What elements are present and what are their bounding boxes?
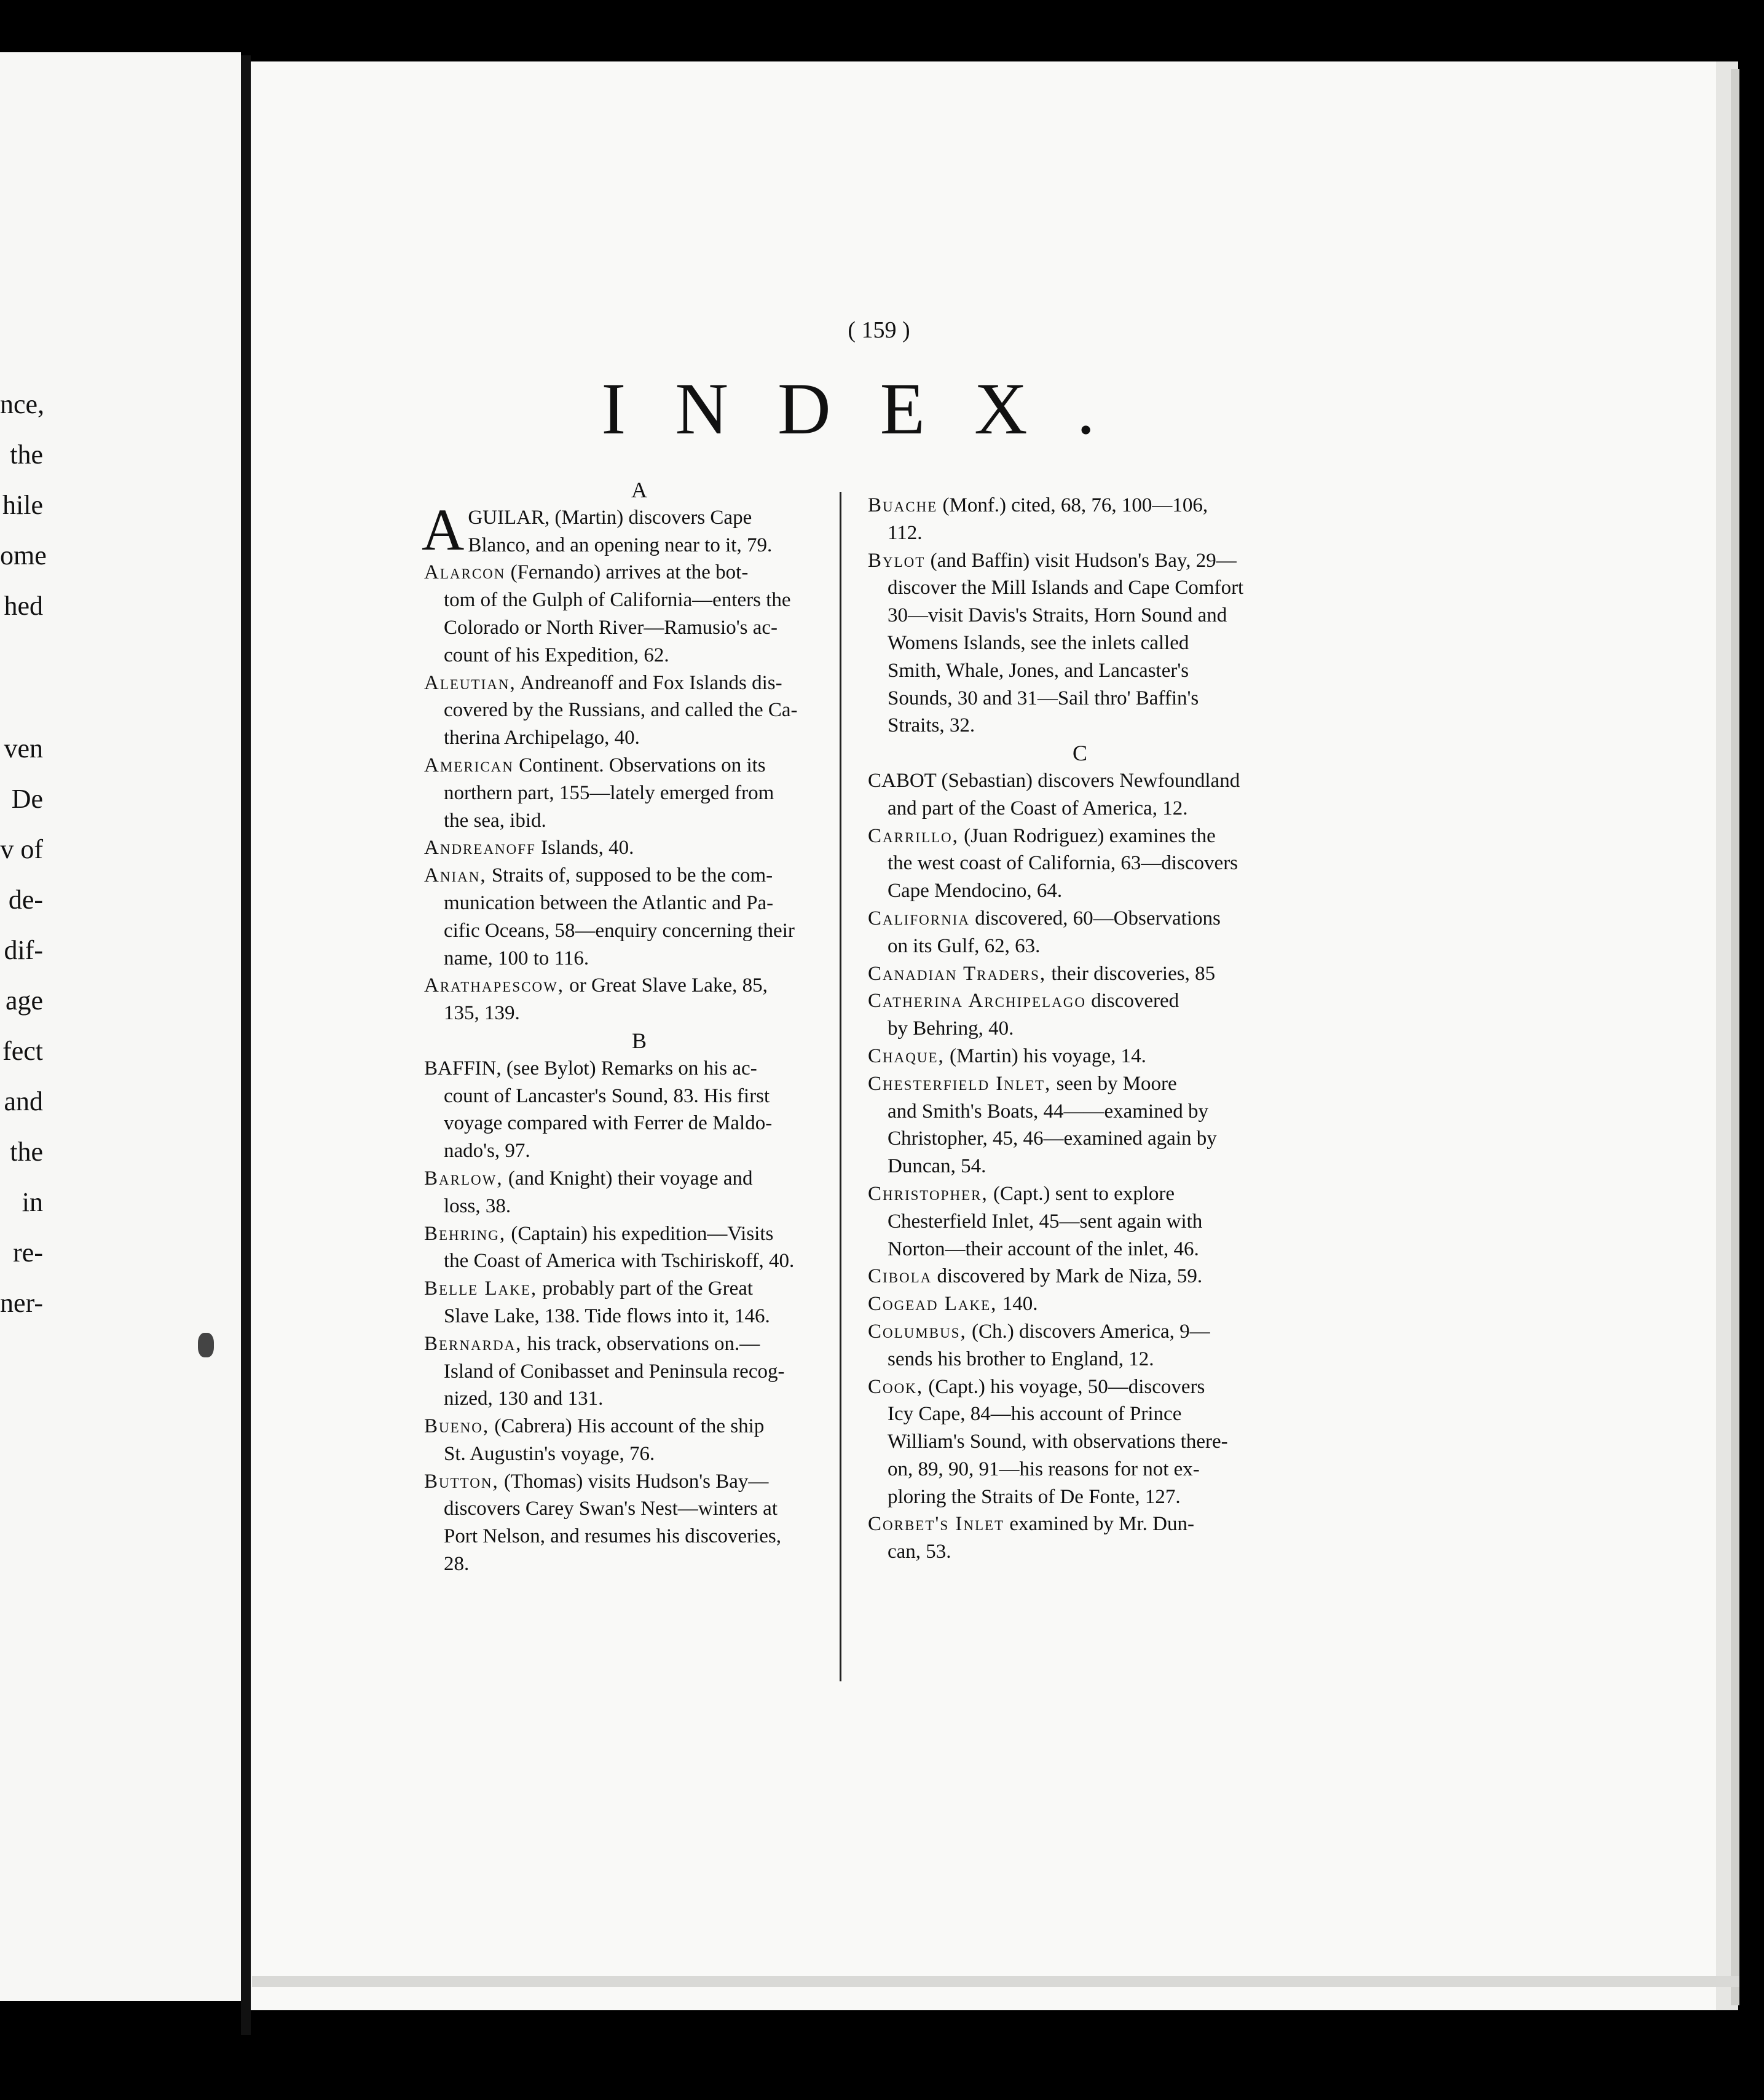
entry-line: can, 53. [888,1541,951,1563]
entry-line: name, 100 to 116. [444,947,589,969]
index-entry-belle-lake [424,1275,854,1330]
entry-line: Chesterfield Inlet, 45—sent again with [888,1210,1203,1233]
entry-line: therina Archipelago, 40. [444,727,640,749]
entry-text: (Monf.) cited, 68, 76, 100—106, [937,494,1208,516]
index-entry-cibola [868,1263,1292,1290]
entry-headword: Button, [424,1470,499,1493]
entry-text: (and Baffin) visit Hudson's Bay, 29— [925,549,1237,572]
entry-text: discovered, 60—Observations [969,907,1221,930]
entry-text: seen by Moore [1051,1072,1177,1095]
entry-line: tom of the Gulph of California—enters the [444,589,791,612]
entry-line: northern part, 155—lately emerged from [444,781,774,804]
entry-headword: Arathapescow, [424,974,565,997]
entry-line: 135, 139. [444,1002,520,1025]
entry-headword: Bylot [868,549,926,572]
entry-text: Straits of, supposed to be the com- [486,864,773,887]
entry-line: William's Sound, with observations there- [888,1431,1228,1453]
entry-headword: Corbet's Inlet [868,1513,1005,1536]
entry-headword: Anian, [424,864,487,887]
left-page-fragment: and [4,1086,43,1116]
entry-line: discover the Mill Islands and Cape Comfort [888,577,1244,599]
entry-text: Islands, 40. [535,837,634,859]
entry-headword: Alarcon [424,561,506,584]
entry-text: (and Knight) their voyage and [503,1167,753,1190]
entry-text: Andreanoff and Fox Islands dis- [516,671,782,694]
entry-text: (Cabrera) His account of the ship [489,1415,765,1438]
entry-line: Colorado or North River—Ramusio's ac- [444,616,778,639]
entry-headword: Behring, [424,1222,506,1245]
index-entry-bueno [424,1413,854,1468]
entry-line: Straits, 32. [888,714,975,737]
left-page-fragment: hile [2,490,43,520]
entry-line: loss, 38. [444,1194,511,1217]
index-entry-california [868,905,1292,960]
index-entry-american [424,752,854,834]
entry-headword: Chaque, [868,1044,945,1067]
index-entry-aguilar [422,496,854,562]
entry-headword: Aleutian, [424,671,516,694]
entry-text: (Capt.) his voyage, 50—discovers [923,1375,1205,1398]
entry-headword: California [868,907,970,930]
page-number: ( 159 ) [848,317,910,343]
index-entry-arathapescow [424,972,854,1027]
entry-text: Continent. Observations on its [513,754,766,776]
entry-text: their discoveries, 85 [1046,962,1216,985]
left-page-fragment: dif- [4,935,43,965]
left-page-fragment: nce, [0,389,45,419]
index-entry-carrillo [868,823,1292,905]
entry-line: Blanco, and an opening near to it, 79. [468,534,773,556]
entry-line: St. Augustin's voyage, 76. [444,1442,655,1465]
index-entry-cabot [868,767,1292,823]
page-bottom-edge [252,1976,1739,1987]
entry-headword: Catherina Archipelago [868,990,1086,1012]
index-entry-catherina [868,987,1292,1043]
left-page-fragment: ven [4,733,43,764]
index-entry-anian [424,862,854,972]
entry-text: (Captain) his expedition—Visits [506,1222,774,1245]
entry-line: Slave Lake, 138. Tide flows into it, 146. [444,1305,770,1327]
index-entry-button [424,1468,854,1578]
entry-text: or Great Slave Lake, 85, [564,974,768,997]
entry-line: Christopher, 45, 46—examined again by [888,1127,1217,1150]
entry-line: Island of Conibasset and Peninsula recog- [444,1360,785,1383]
index-column-left [424,476,854,1578]
drop-cap: A [422,496,465,562]
left-page-fragment: the [10,1137,43,1167]
index-entry-columbus [868,1318,1292,1373]
section-heading-a: A [631,478,647,502]
left-page-fragment: ner- [0,1288,43,1318]
section-heading-c: C [1072,741,1087,766]
entry-line: count of Lancaster's Sound, 83. His first [444,1084,770,1107]
left-page-fragment: hed [4,591,43,621]
entry-line: by Behring, 40. [888,1017,1014,1040]
left-page-fragment: in [22,1187,43,1217]
entry-text: (Thomas) visits Hudson's Bay— [498,1470,769,1493]
entry-headword: Bueno, [424,1415,490,1438]
entry-line: Womens Islands, see the inlets called [888,631,1189,654]
entry-line: CABOT (Sebastian) discovers Newfoundland [868,769,1240,792]
index-entry-canadian-traders [868,960,1292,988]
left-page-fragment: the [10,440,43,470]
ink-blot [198,1333,214,1357]
entry-headword: Belle Lake, [424,1277,538,1300]
index-entry-baffin [424,1055,854,1165]
left-page-fragment: fect [2,1036,43,1066]
left-page-fragment: v of [0,834,43,864]
index-entry-aleutian [424,669,854,752]
entry-line: and part of the Coast of America, 12. [888,797,1188,819]
entry-line: count of his Expedition, 62. [444,644,669,666]
index-entry-barlow [424,1165,854,1220]
index-entry-cook [868,1373,1292,1511]
index-entry-andreanoff [424,834,854,862]
entry-text: (Fernando) arrives at the bot- [505,561,749,584]
index-entry-chaque [868,1043,1292,1070]
entry-headword: Christopher, [868,1182,988,1205]
entry-headword: Andreanoff [424,837,536,859]
index-entry-alarcon [424,559,854,669]
entry-headword: Cogead Lake, [868,1293,998,1316]
page-title: INDEX. [601,368,1144,449]
entry-headword: Barlow, [424,1167,503,1190]
index-entry-cogead-lake [868,1290,1292,1318]
book-gutter [241,55,251,2035]
entry-line: Norton—their account of the inlet, 46. [888,1238,1199,1260]
section-heading-b: B [631,1028,647,1053]
left-page-fragment: ome [0,540,47,570]
entry-line: Cape Mendocino, 64. [888,880,1063,902]
left-page-fragment: De [11,784,43,814]
entry-text: discovered by Mark de Niza, 59. [932,1265,1203,1288]
entry-line: discovers Carey Swan's Nest—winters at [444,1498,778,1520]
entry-text: examined by Mr. Dun- [1004,1513,1194,1536]
entry-line: on, 89, 90, 91—his reasons for not ex- [888,1458,1200,1480]
entry-headword: Cibola [868,1265,932,1288]
left-facing-page [0,52,241,2001]
page-edge [1731,69,1739,2005]
entry-text: (Ch.) discovers America, 9— [966,1320,1210,1343]
entry-line: and Smith's Boats, 44——examined by [888,1100,1208,1123]
entry-text: (Martin) his voyage, 14. [944,1044,1146,1067]
entry-headword: Buache [868,494,938,516]
entry-line: 30—visit Davis's Straits, Horn Sound and [888,604,1227,627]
entry-text: 140. [997,1293,1038,1316]
entry-line: 112. [888,521,923,544]
entry-line: Sounds, 30 and 31—Sail thro' Baffin's [888,687,1199,709]
entry-line: the west coast of California, 63—discovers [888,852,1238,875]
index-entry-buache [868,492,1292,547]
left-page-fragment: de- [8,885,43,915]
entry-text: (Capt.) sent to explore [988,1182,1175,1205]
entry-line: GUILAR, (Martin) discovers Cape [468,506,752,529]
entry-line: ploring the Straits of De Fonte, 127. [888,1485,1181,1508]
entry-headword: Canadian Traders, [868,962,1047,985]
entry-headword: Carrillo, [868,824,959,847]
entry-line: BAFFIN, (see Bylot) Remarks on his ac- [424,1057,757,1080]
index-entry-bernarda [424,1330,854,1413]
index-column-right [868,492,1292,1566]
entry-line: cific Oceans, 58—enquiry concerning their [444,919,795,942]
entry-headword: Cook, [868,1375,924,1398]
entry-headword: Bernarda, [424,1332,522,1355]
entry-headword: Columbus, [868,1320,967,1343]
left-page-fragment: re- [13,1238,43,1268]
entry-line: the sea, ibid. [444,809,546,832]
entry-line: Duncan, 54. [888,1155,986,1178]
entry-line: Smith, Whale, Jones, and Lancaster's [888,659,1189,682]
entry-headword: American [424,754,514,776]
entry-line: nado's, 97. [444,1140,530,1162]
entry-line: Icy Cape, 84—his account of Prince [888,1403,1182,1426]
index-entry-bylot [868,547,1292,740]
entry-line: on its Gulf, 62, 63. [888,934,1041,957]
left-page-fragment: age [5,985,43,1016]
index-entry-corbet [868,1510,1292,1566]
entry-text: his track, observations on.— [522,1332,760,1355]
index-entry-behring [424,1220,854,1276]
entry-headword: Chesterfield Inlet, [868,1072,1052,1095]
entry-line: 28. [444,1553,470,1576]
entry-line: sends his brother to England, 12. [888,1348,1154,1370]
entry-text: discovered [1085,990,1179,1012]
entry-line: covered by the Russians, and called the Ca- [444,699,798,722]
entry-line: voyage compared with Ferrer de Maldo- [444,1112,773,1135]
index-entry-chesterfield [868,1070,1292,1180]
entry-text: probably part of the Great [537,1277,754,1300]
entry-line: nized, 130 and 131. [444,1388,604,1410]
entry-text: (Juan Rodriguez) examines the [958,824,1216,847]
entry-line: munication between the Atlantic and Pa- [444,891,774,914]
entry-line: Port Nelson, and resumes his discoveries, [444,1525,781,1548]
entry-line: the Coast of America with Tschiriskoff, 40. [444,1250,795,1273]
index-entry-christopher [868,1180,1292,1263]
